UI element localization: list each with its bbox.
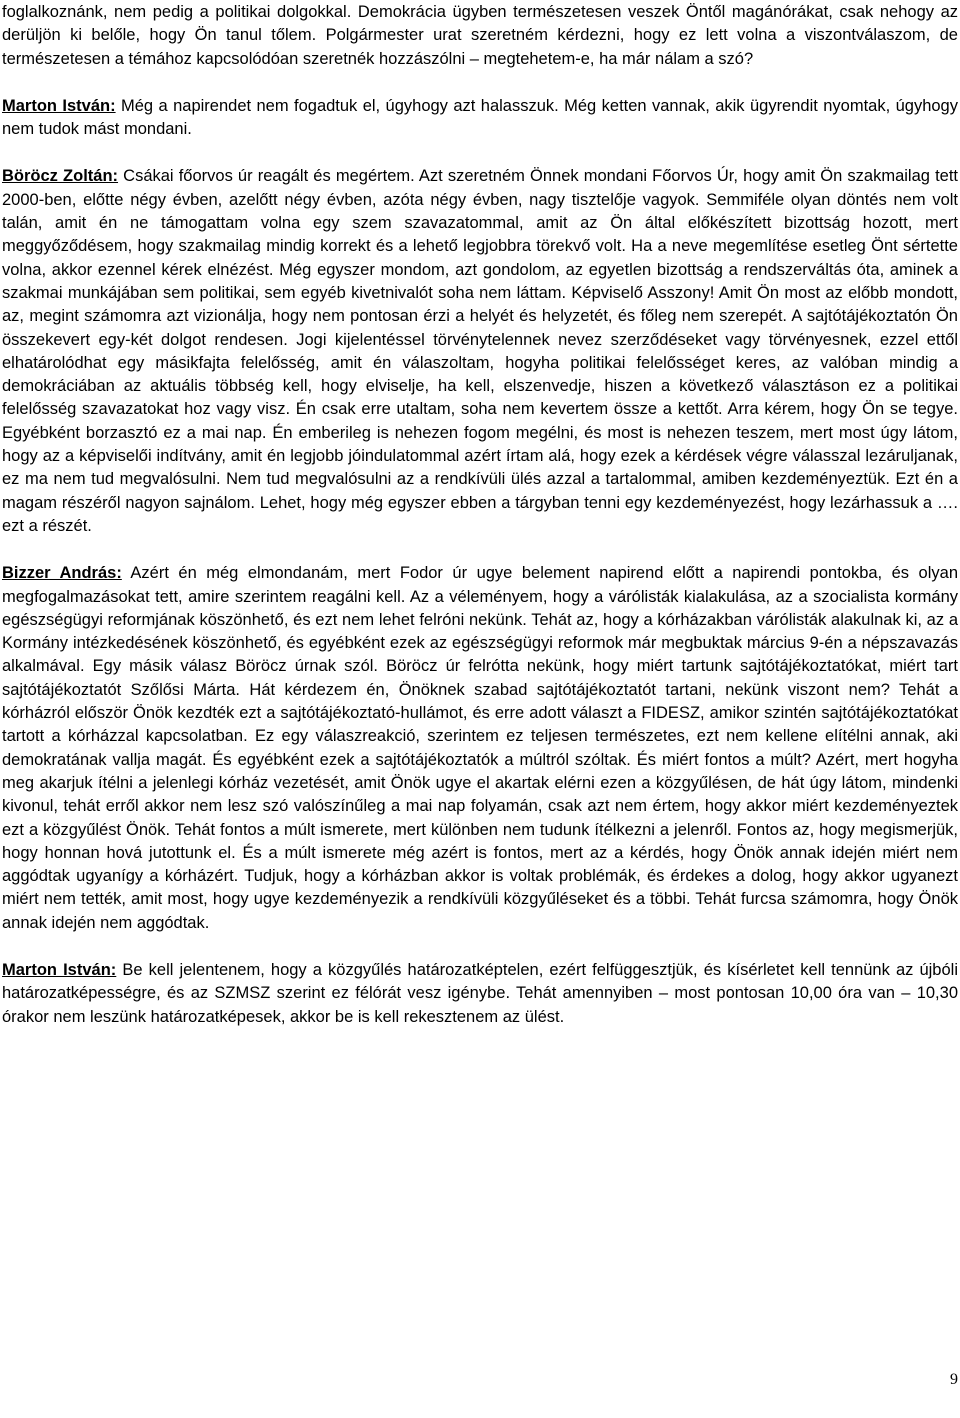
speaker-name: Bizzer András: (2, 564, 122, 583)
paragraph-text: Azért én még elmondanám, mert Fodor úr ugye belement napirend előtt a napirendi pontokba, és olyan megfogalmazásokat tett, amire szerintem reagálni kell. Az a véleményem, hogy a várólisták kialakulása, az a szocialista kormány egészségügyi reformjának köszönhető, és ezt nem lehet felróni nekünk. Tehát az, hogy a kórházakban várólisták alakulnak ki, az a Kormány intézkedésének köszönhető, és egyébként ezek az egészségügyi reformok már megbuktak március 9-én a népszavazás alkalmával. Egy másik válasz Böröcz úrnak szól. Böröcz úr felrótta nekünk, hogy miért tartunk sajtótájékoztatókat, miért tart sajtótájékoztatót Szőlősi Márta. Hát kérdezem én, Önöknek szabad sajtótájékoztatót tartani, nekünk viszont nem? Tehát a kórházról először Önök kezdték ezt a sajtótájékoztató-hullámot, és erre adott választ a FIDESZ, amikor szintén sajtótájékoztatókat tartott a kórházzal kapcsolatban. Ez egy válaszreakció, szerintem ez teljesen természetes, ezt nem kellene elítélni annak, aki demokratának vallja magát. És egyébként ezek a sajtótájékoztatók a múltról szóltak. És miért fontos a múlt? Azért, mert hogyha meg akarjuk ítélni a jelenlegi kórház vezetését, amit Önök ugye el akartak elérni ezen a közgyűlésen, de hát úgy látom, mindenki kivonul, tehát erről akkor nem lesz szó valószínűleg a mai nap folyamán, csak azt nem értem, hogy akkor miért kezdeményeztek ezt a közgyűlést Önök. Tehát fontos a múlt ismerete, mert különben nem tudunk ítélkezni a jelenről. Fontos az, hogy megismerjük, hogy honnan hová jutottunk el. És a múlt ismerete még azért is fontos, mert az a kérdés, hogy Önök annak idején miért nem aggódtak ugyanígy a kórházért. Tudjuk, hogy a kórházban akkor is voltak problémák, és érdekes a dolog, hogy akkor ugyanezt miért nem tették, amit most, hogy ugye kezdeményezik a rendkívüli közgyűléseket és a többi. Tehát furcsa számomra, hogy Önök annak idején nem aggódtak. (2, 564, 958, 932)
paragraph-text: Még a napirendet nem fogadtuk el, úgyhogy azt halasszuk. Még ketten vannak, akik ügyrendit nyomtak, úgyhogy nem tudok mást mondani. (2, 96, 958, 139)
paragraph-intro (2, 1, 958, 71)
speaker-name: Böröcz Zoltán: (2, 167, 119, 186)
paragraph-marton-2 (2, 959, 958, 1029)
speaker-name: Marton István: (2, 96, 116, 115)
paragraph-bizzer (2, 562, 958, 935)
document-page (2, 0, 958, 1053)
paragraph-text: Be kell jelentenem, hogy a közgyűlés határozatképtelen, ezért felfüggesztjük, és kísérletet kell tennünk az újbóli határozatképességre, és az SZMSZ szerint ez félórát vesz igénybe. Tehát amennyiben – most pontosan 10,00 óra van – 10,30 órakor nem leszünk határozatképesek, akkor be is kell rekesztenem az ülést. (2, 960, 958, 1026)
paragraph-text: foglalkoznánk, nem pedig a politikai dolgokkal. Demokrácia ügyben természetesen veszek Öntől magánórákat, csak nehogy az derüljön ki belőle, hogy Ön tanul tőlem. Polgármester urat szeretném kérdezni, hogy ez lett volna a viszontválaszom, de természetesen a témához kapcsolódóan szeretnék hozzászólni – megtehetem-e, ha már nálam a szó? (2, 3, 958, 68)
paragraph-borocz (2, 165, 958, 538)
speaker-name: Marton István: (2, 960, 117, 979)
paragraph-marton-1 (2, 95, 958, 142)
paragraph-text: Csákai főorvos úr reagált és megértem. Azt szeretném Önnek mondani Főorvos Úr, hogy amit Ön szakmailag tett 2000-ben, előtte négy évben, azelőtt négy évben, azóta négy évben, nagy tisztelője vagyok. Semmiféle olyan döntés nem volt talán, amit én ne támogattam volna egy szem szavazatommal, amit az Ön által előkészített bizottság hozott, mert meggyőződésem, hogy szakmailag mindig korrekt és a lehető legjobbra törekvő volt. Ha a neve megemlítése esetleg Önt sértette volna, akkor ezennel kérek elnézést. Még egyszer mondom, azt gondolom, az egyetlen bizottság a rendszerváltás óta, aminek a szakmai munkájában sem politikai, sem egyéb kivetnivalót soha nem láttam. Képviselő Asszony! Amit Ön most az előbb mondott, az, megint számomra azt vizionálja, hogy nem pontosan érzi a helyét és helyzetét, és főleg nem szerepét. A sajtótájékoztatón Ön összekevert egy-két dolgot rendesen. Jogi kijelentéssel törvénytelennek nevez szerződéseket vagy törvényesnek, ezzel ettől elhatárolódhat egy másikfajta felelősség, amit én válaszoltam, hogyha politikai felelősséget keres, az valóban mindig a demokráciában az aktuális többség kell, hogy elviselje, ha kell, elszenvedje, hiszen a következő választáson ez a politikai felelősség szavazatokat hoz vagy visz. Én csak erre utaltam, soha nem kevertem össze a kettőt. Arra kérem, hogy Ön se tegye. Egyébként borzasztó ez a mai nap. Én emberileg is nehezen fogom megélni, és most is nehezen teszem, mert most úgy látom, hogy az a képviselői indítvány, amit én legjobb jóindulatommal azért írtam alá, hogy ezek a kérdések végre válasszal lezáruljanak, ez ma nem tud megvalósulni. Nem tud megvalósulni az a rendkívüli ülés azzal a tartalommal, amiben kezdeményeztük. Ezt én a magam részéről nagyon sajnálom. Lehet, hogy még egyszer ebben a tárgyban tenni egy kezdeményezést, hogy lezárhassuk a …. ezt a részét. (2, 167, 958, 535)
page-number: 9 (950, 1371, 958, 1388)
